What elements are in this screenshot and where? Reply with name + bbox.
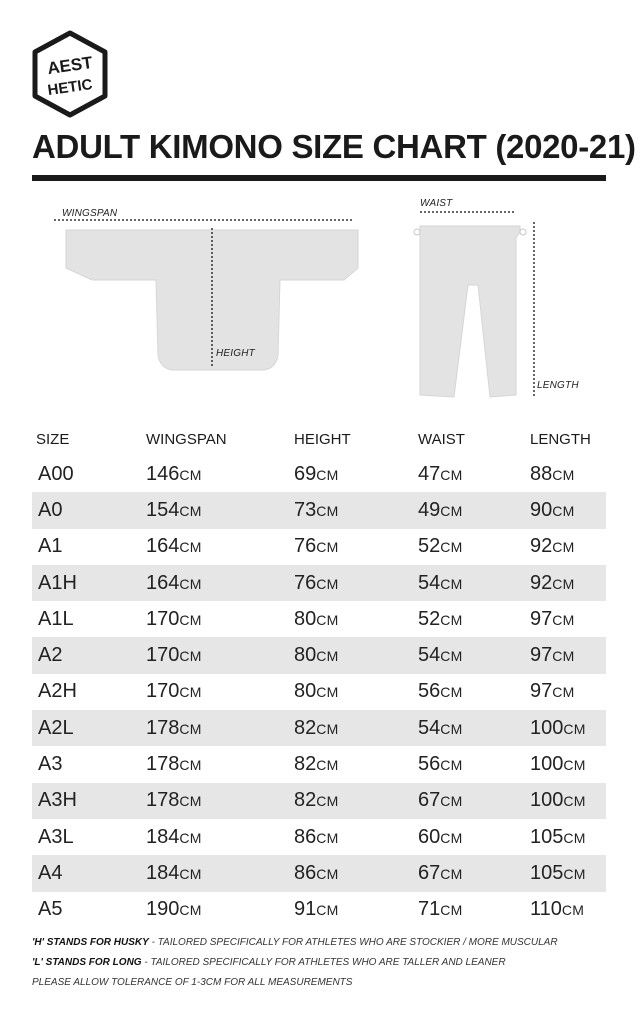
cell-height — [290, 535, 414, 558]
length-value: 90 — [530, 498, 553, 521]
cell-wingspan — [138, 826, 290, 849]
waist-value: 47 — [418, 462, 441, 485]
header-height: HEIGHT — [294, 430, 351, 448]
height-value: 73 — [294, 498, 317, 521]
unit-label: CM — [179, 793, 202, 810]
logo-text-top: AEST — [46, 52, 94, 79]
table-row — [32, 783, 606, 819]
unit-label: CM — [563, 829, 586, 846]
table-row — [32, 456, 606, 492]
cell-size — [32, 753, 138, 776]
length-value: 100 — [530, 753, 564, 776]
cell-wingspan — [138, 499, 290, 522]
waist-value: 54 — [418, 571, 441, 594]
unit-label: CM — [440, 539, 463, 556]
height-value: 82 — [294, 789, 317, 812]
wingspan-value: 178 — [146, 716, 180, 739]
unit-label: CM — [179, 502, 202, 519]
cell-wingspan — [138, 680, 290, 703]
cell-wingspan — [138, 753, 290, 776]
length-value: 105 — [530, 861, 564, 884]
size-value: A2L — [38, 716, 74, 739]
unit-label: CM — [316, 684, 339, 701]
header-waist: WAIST — [418, 430, 465, 448]
size-value: A3 — [38, 753, 63, 776]
unit-label: CM — [552, 611, 575, 628]
unit-label: CM — [179, 684, 202, 701]
cell-height — [290, 608, 414, 631]
title-divider — [32, 175, 606, 181]
cell-waist — [414, 898, 526, 921]
brand-logo — [32, 30, 108, 118]
cell-wingspan — [138, 898, 290, 921]
cell-length — [526, 789, 606, 812]
unit-label: CM — [440, 466, 463, 483]
table-row — [32, 892, 606, 928]
unit-label: CM — [552, 684, 575, 701]
size-value: A3L — [38, 825, 74, 848]
jacket-illustration — [54, 220, 358, 370]
unit-label: CM — [316, 648, 339, 665]
unit-label: CM — [316, 575, 339, 592]
cell-wingspan — [138, 644, 290, 667]
unit-label: CM — [316, 539, 339, 556]
cell-waist — [414, 644, 526, 667]
cell-size — [32, 535, 138, 558]
wingspan-value: 190 — [146, 898, 180, 921]
unit-label: CM — [179, 648, 202, 665]
cell-height — [290, 789, 414, 812]
size-value: A5 — [38, 898, 63, 921]
size-value: A1H — [38, 571, 77, 594]
cell-wingspan — [138, 608, 290, 631]
footnotes — [32, 933, 612, 993]
size-value: A2 — [38, 644, 63, 667]
table-row — [32, 565, 606, 601]
unit-label: CM — [552, 539, 575, 556]
wingspan-label: WINGSPAN — [62, 208, 118, 219]
cell-height — [290, 826, 414, 849]
cell-size — [32, 862, 138, 885]
wingspan-value: 146 — [146, 462, 180, 485]
cell-size — [32, 680, 138, 703]
cell-length — [526, 753, 606, 776]
cell-height — [290, 680, 414, 703]
waist-value: 67 — [418, 861, 441, 884]
waist-label: WAIST — [420, 198, 453, 209]
wingspan-value: 178 — [146, 753, 180, 776]
height-value: 91 — [294, 898, 317, 921]
wingspan-value: 184 — [146, 825, 180, 848]
table-row — [32, 746, 606, 782]
cell-height — [290, 862, 414, 885]
cell-height — [290, 644, 414, 667]
length-value: 97 — [530, 644, 553, 667]
height-value: 80 — [294, 607, 317, 630]
cell-size — [32, 608, 138, 631]
height-value: 76 — [294, 535, 317, 558]
length-label: LENGTH — [537, 380, 579, 391]
note-tolerance: PLEASE ALLOW TOLERANCE OF 1-3CM FOR ALL MEASUREMENTS — [32, 977, 353, 988]
unit-label: CM — [316, 502, 339, 519]
length-value: 97 — [530, 680, 553, 703]
table-row — [32, 637, 606, 673]
cell-height — [290, 898, 414, 921]
unit-label: CM — [440, 684, 463, 701]
height-value: 69 — [294, 462, 317, 485]
unit-label: CM — [563, 793, 586, 810]
table-row — [32, 710, 606, 746]
length-value: 92 — [530, 535, 553, 558]
size-value: A0 — [38, 498, 63, 521]
logo-text-bottom: HETIC — [46, 75, 94, 100]
cell-size — [32, 717, 138, 740]
unit-label: CM — [316, 757, 339, 774]
length-value: 100 — [530, 789, 564, 812]
cell-length — [526, 535, 606, 558]
cell-waist — [414, 608, 526, 631]
unit-label: CM — [440, 902, 463, 919]
table-row — [32, 855, 606, 891]
waist-value: 54 — [418, 644, 441, 667]
wingspan-value: 170 — [146, 680, 180, 703]
cell-length — [526, 826, 606, 849]
unit-label: CM — [440, 648, 463, 665]
cell-waist — [414, 826, 526, 849]
length-value: 100 — [530, 716, 564, 739]
unit-label: CM — [179, 829, 202, 846]
size-value: A2H — [38, 680, 77, 703]
length-value: 110 — [530, 898, 562, 921]
wingspan-value: 170 — [146, 607, 180, 630]
height-value: 82 — [294, 716, 317, 739]
table-row — [32, 819, 606, 855]
cell-length — [526, 898, 606, 921]
table-row — [32, 674, 606, 710]
cell-size — [32, 898, 138, 921]
size-value: A3H — [38, 789, 77, 812]
unit-label: CM — [552, 648, 575, 665]
unit-label: CM — [179, 757, 202, 774]
cell-waist — [414, 862, 526, 885]
table-header — [32, 422, 606, 456]
wingspan-value: 154 — [146, 498, 180, 521]
cell-length — [526, 644, 606, 667]
height-value: 80 — [294, 644, 317, 667]
cell-size — [32, 572, 138, 595]
unit-label: CM — [316, 793, 339, 810]
unit-label: CM — [563, 865, 586, 882]
wingspan-value: 178 — [146, 789, 180, 812]
unit-label: CM — [440, 829, 463, 846]
page-title: ADULT KIMONO SIZE CHART (2020-21) — [32, 128, 636, 165]
waist-value: 52 — [418, 535, 441, 558]
waist-value: 52 — [418, 607, 441, 630]
unit-label: CM — [316, 829, 339, 846]
header-length: LENGTH — [530, 430, 591, 448]
length-value: 97 — [530, 607, 553, 630]
waist-value: 54 — [418, 716, 441, 739]
height-value: 82 — [294, 753, 317, 776]
unit-label: CM — [440, 865, 463, 882]
unit-label: CM — [179, 539, 202, 556]
height-value: 76 — [294, 571, 317, 594]
waist-value: 49 — [418, 498, 441, 521]
pants-illustration — [414, 212, 534, 398]
waist-value: 67 — [418, 789, 441, 812]
cell-waist — [414, 717, 526, 740]
waist-value: 56 — [418, 753, 441, 776]
cell-waist — [414, 753, 526, 776]
unit-label: CM — [179, 466, 202, 483]
unit-label: CM — [440, 720, 463, 737]
cell-length — [526, 862, 606, 885]
cell-size — [32, 499, 138, 522]
cell-length — [526, 608, 606, 631]
table-row — [32, 492, 606, 528]
cell-wingspan — [138, 535, 290, 558]
length-value: 105 — [530, 825, 564, 848]
unit-label: CM — [316, 611, 339, 628]
cell-waist — [414, 463, 526, 486]
unit-label: CM — [179, 575, 202, 592]
cell-size — [32, 789, 138, 812]
cell-wingspan — [138, 717, 290, 740]
cell-height — [290, 753, 414, 776]
length-value: 92 — [530, 571, 553, 594]
unit-label: CM — [179, 902, 202, 919]
cell-height — [290, 572, 414, 595]
cell-waist — [414, 789, 526, 812]
unit-label: CM — [440, 502, 463, 519]
unit-label: CM — [316, 466, 339, 483]
cell-length — [526, 499, 606, 522]
wingspan-value: 184 — [146, 861, 180, 884]
unit-label: CM — [316, 865, 339, 882]
header-size: SIZE — [36, 430, 70, 448]
header-wingspan: WINGSPAN — [146, 430, 227, 448]
cell-length — [526, 463, 606, 486]
unit-label: CM — [563, 757, 586, 774]
cell-length — [526, 572, 606, 595]
cell-wingspan — [138, 572, 290, 595]
size-table — [32, 422, 606, 928]
table-body — [32, 456, 606, 928]
size-value: A00 — [38, 462, 74, 485]
unit-label: CM — [440, 757, 463, 774]
note-long: 'L' STANDS FOR LONG - TAILORED SPECIFICALLY FOR ATHLETES WHO ARE TALLER AND LEANER — [32, 957, 506, 968]
height-value: 86 — [294, 861, 317, 884]
waist-value: 71 — [418, 898, 441, 921]
unit-label: CM — [179, 865, 202, 882]
cell-wingspan — [138, 862, 290, 885]
cell-height — [290, 463, 414, 486]
wingspan-value: 170 — [146, 644, 180, 667]
height-label: HEIGHT — [216, 348, 255, 359]
cell-waist — [414, 572, 526, 595]
cell-size — [32, 463, 138, 486]
unit-label: CM — [440, 793, 463, 810]
unit-label: CM — [552, 575, 575, 592]
unit-label: CM — [440, 575, 463, 592]
wingspan-value: 164 — [146, 535, 180, 558]
waist-value: 56 — [418, 680, 441, 703]
cell-wingspan — [138, 463, 290, 486]
unit-label: CM — [179, 720, 202, 737]
cell-length — [526, 717, 606, 740]
unit-label: CM — [316, 902, 339, 919]
cell-waist — [414, 499, 526, 522]
note-husky: 'H' STANDS FOR HUSKY - TAILORED SPECIFICALLY FOR ATHLETES WHO ARE STOCKIER / MORE MUSCULAR — [32, 937, 558, 948]
length-value: 88 — [530, 462, 553, 485]
waist-value: 60 — [418, 825, 441, 848]
cell-height — [290, 499, 414, 522]
size-value: A1 — [38, 535, 63, 558]
unit-label: CM — [316, 720, 339, 737]
unit-label: CM — [561, 902, 585, 919]
unit-label: CM — [563, 720, 586, 737]
cell-length — [526, 680, 606, 703]
garment-diagram — [32, 190, 608, 410]
cell-height — [290, 717, 414, 740]
height-value: 86 — [294, 825, 317, 848]
unit-label: CM — [440, 611, 463, 628]
cell-wingspan — [138, 789, 290, 812]
cell-waist — [414, 535, 526, 558]
height-value: 80 — [294, 680, 317, 703]
cell-size — [32, 826, 138, 849]
size-value: A1L — [38, 607, 74, 630]
cell-waist — [414, 680, 526, 703]
table-row — [32, 529, 606, 565]
unit-label: CM — [552, 466, 575, 483]
wingspan-value: 164 — [146, 571, 180, 594]
table-row — [32, 601, 606, 637]
cell-size — [32, 644, 138, 667]
unit-label: CM — [552, 502, 575, 519]
size-value: A4 — [38, 861, 63, 884]
unit-label: CM — [179, 611, 202, 628]
